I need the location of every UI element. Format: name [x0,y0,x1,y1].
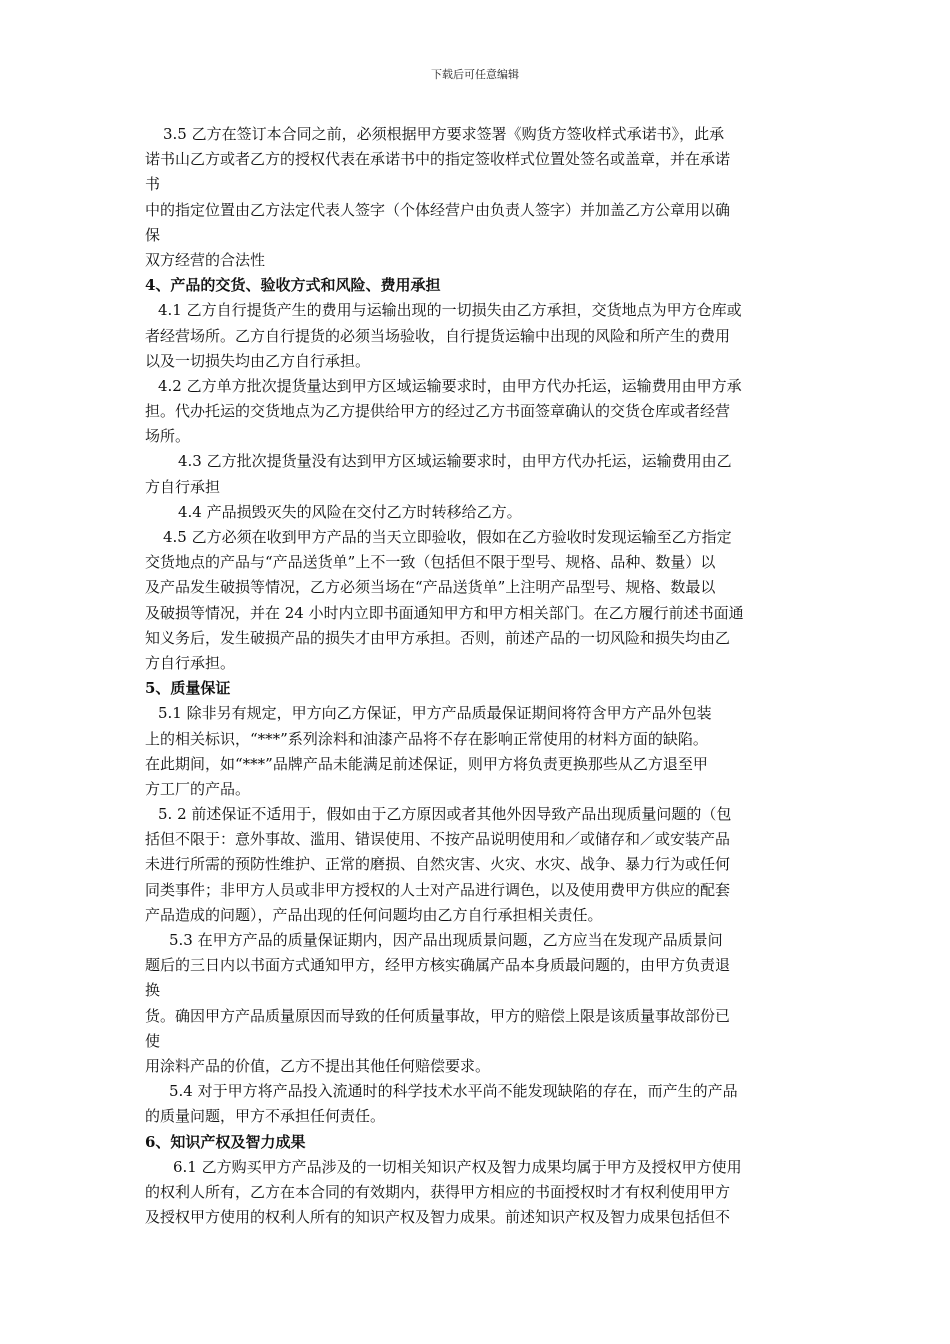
text-line: 诺书山乙方或者乙方的授权代表在承诺书中的指定签收样式位置处签名或盖章，并在承诺 [145,150,731,169]
text-line: 6.1 乙方购买甲方产品涉及的一切相关知识产权及智力成果均属于甲方及授权甲方使用 [173,1157,742,1176]
section-heading: 5、质量保证 [145,679,231,698]
text-line: 5.4 对于甲方将产品投入流通时的科学技术水平尚不能发现缺陷的存在，而产生的产品 [169,1082,738,1101]
text-line: 在此期间，如“***”品牌产品未能满足前述保证，则甲方将负责更换那些从乙方退至甲 [145,754,708,773]
text-line: 产品造成的问题），产品出现的任何问题均由乙方自行承担相关责任。 [145,905,603,924]
text-line: 4.2 乙方单方批次提货量达到甲方区域运输要求时，由甲方代办托运，运输费用由甲方承 [158,376,742,395]
text-line: 知义务后，发生破损产品的损失才由甲方承担。否则，前述产品的一切风险和损失均由乙 [145,628,731,647]
text-line: 4.1 乙方自行提货产生的费用与运输出现的一切损失由乙方承担，交货地点为甲方仓库或 [158,301,742,320]
text-line: 使 [145,1031,161,1050]
text-line: 题后的三日内以书面方式通知甲方，经甲方核实确属产品本身质最问题的，由甲方负责退 [145,956,731,975]
text-line: 用涂料产品的价值，乙方不提出其他任何赔偿要求。 [145,1056,491,1075]
text-line: 3.5 乙方在签订本合同之前，必须根据甲方要求签署《购货方签收样式承诺书》，此承 [163,125,725,143]
text-line: 方自行承担 [145,477,221,496]
text-line: 4.3 乙方批次提货量没有达到甲方区域运输要求时，由甲方代办托运，运输费用由乙 [178,452,732,471]
text-line: 的质量问题，甲方不承担任何责任。 [145,1107,386,1126]
text-line: 4.5 乙方必须在收到甲方产品的当天立即验收，假如在乙方验收时发现运输至乙方指定 [163,528,732,546]
section-heading: 6、知识产权及智力成果 [145,1132,306,1151]
text-line: 及破损等情况，并在 24 小时内立即书面通知甲方和甲方相关部门。在乙方履行前述书面通 [145,603,744,622]
text-line: 括但不限于：意外事故、滥用、错误使用、不按产品说明使用和／或储存和／或安装产品 [145,830,731,849]
text-line: 及授权甲方使用的权利人所有的知识产权及智力成果。前述知识产权及智力成果包括但不 [145,1208,731,1227]
text-line: 双方经营的合法性 [145,250,266,269]
text-line: 保 [145,225,161,244]
section-heading: 4、产品的交货、验收方式和风险、费用承担 [145,276,441,295]
text-line: 同类事件；非甲方人员或非甲方授权的人士对产品进行调色，以及使用费甲方供应的配套 [145,880,731,899]
text-line: 未进行所需的预防性维护、正常的磨损、自然灾害、火灾、水灾、战争、暴力行为或任何 [145,855,731,874]
text-line: 及产品发生破损等情况，乙方必须当场在“产品送货单”上注明产品型号、规格、数最以 [145,578,716,597]
text-line: 4.4 产品损毁灭失的风险在交付乙方时转移给乙方。 [178,502,522,521]
text-line: 上的相关标识，“***”系列涂料和油漆产品将不存在影响正常使用的材料方面的缺陷。 [145,729,708,748]
text-line: 方自行承担。 [145,653,236,672]
text-line: 5.1 除非另有规定，甲方向乙方保证，甲方产品质最保证期间将符含甲方产品外包装 [158,704,712,723]
text-line: 换 [145,981,161,1000]
text-line: 担。代办托运的交货地点为乙方提供给甲方的经过乙方书面签章确认的交货仓库或者经营 [145,402,731,421]
text-line: 方工厂的产品。 [145,779,251,798]
text-line: 场所。 [145,427,191,446]
text-line: 5. 2 前述保证不适用于，假如由于乙方原因或者其他外因导致产品出现质量问题的（包 [158,805,732,824]
document-body [145,122,813,1230]
text-line: 中的指定位置由乙方法定代表人签字（个体经营户由负责人签字）并加盖乙方公章用以确 [145,200,731,219]
text-line: 的权利人所有，乙方在本合同的有效期内，获得甲方相应的书面授权时才有权利使用甲方 [145,1182,731,1201]
text-line: 者经营场所。乙方自行提货的必须当场验收，自行提货运输中出现的风险和所产生的费用 [145,326,731,345]
text-line: 货。确因甲方产品质量原因而导致的任何质量事故，甲方的赔偿上限是该质量事故部份已 [145,1006,731,1025]
page-header-note: 下载后可任意编辑 [431,68,519,81]
text-line: 书 [145,175,161,194]
text-line: 交货地点的产品与“产品送货单”上不一致（包括但不限于型号、规格、品种、数量）以 [145,553,716,572]
text-line: 5.3 在甲方产品的质量保证期内，因产品出现质景问题，乙方应当在发现产品质景问 [169,931,723,949]
text-line: 以及一切损失均由乙方自行承担。 [145,351,371,370]
